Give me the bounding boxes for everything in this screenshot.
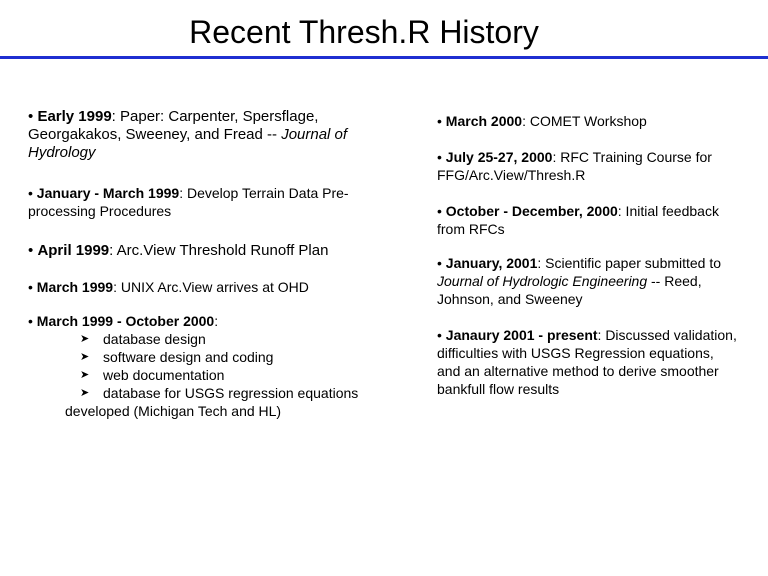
item-date: March 2000 — [445, 113, 523, 129]
item-text: : UNIX Arc.View arrives at OHD — [113, 279, 309, 295]
sub-item — [28, 330, 408, 348]
item-text: : Scientific paper submitted to — [537, 255, 722, 271]
item-text-after: -- Reed, Johnson, and Sweeney — [437, 273, 702, 307]
item-text: : COMET Workshop — [522, 113, 647, 129]
sub-item-continuation: developed (Michigan Tech and HL) — [65, 403, 282, 419]
item-text: : Discussed validation, difficulties with USGS Regression equations, and an alternative method to derive smoother bankfull flow results — [437, 327, 737, 397]
bullet: • — [437, 203, 442, 219]
left-column — [28, 108, 408, 420]
bullet: • — [28, 108, 34, 125]
arrow-bullet-icon: ➤ — [80, 369, 90, 381]
arrow-bullet-icon: ➤ — [80, 351, 90, 363]
bullet: • — [28, 185, 33, 201]
item-date: March 1999 — [36, 279, 114, 295]
journal-name: Journal of Hydrology — [28, 126, 348, 161]
right-column — [437, 112, 737, 416]
slide-title: Recent Thresh.R History — [189, 14, 539, 50]
bullet: • — [437, 113, 442, 129]
sub-item — [28, 384, 408, 402]
item-text: : Arc.View Threshold Runoff Plan — [109, 242, 329, 259]
history-item-jan-2001 — [437, 254, 737, 308]
item-text: : Initial feedback from RFCs — [437, 203, 719, 237]
item-text: : Develop Terrain Data Pre-processing Procedures — [28, 185, 349, 219]
sub-item-text: web documentation — [103, 367, 225, 383]
arrow-bullet-icon: ➤ — [80, 387, 90, 399]
history-item-april-1999 — [28, 242, 408, 260]
history-item-2001-present — [437, 326, 737, 398]
history-item-march-2000 — [437, 112, 737, 130]
item-date: July 25-27, 2000 — [445, 149, 553, 165]
item-date: April 1999 — [37, 242, 110, 259]
item-date: March 1999 - October 2000 — [36, 313, 215, 329]
item-text: : — [214, 313, 219, 329]
history-item-oct-dec-2000 — [437, 202, 737, 238]
title-underline — [0, 56, 768, 59]
item-date: Early 1999 — [37, 108, 112, 125]
bullet: • — [28, 242, 34, 259]
sub-list — [28, 330, 408, 402]
sub-item-text: database for USGS regression equations — [103, 385, 359, 401]
history-item-1999-2000 — [28, 312, 408, 330]
sub-item — [28, 348, 408, 366]
history-item-july-2000 — [437, 148, 737, 184]
bullet: • — [437, 327, 442, 343]
item-date: October - December, 2000 — [445, 203, 618, 219]
history-item-march-1999 — [28, 278, 408, 296]
journal-name: Journal of Hydrologic Engineering — [437, 273, 648, 289]
item-text: : RFC Training Course for FFG/Arc.View/Thresh.R — [437, 149, 712, 183]
bullet: • — [437, 149, 442, 165]
arrow-bullet-icon: ➤ — [80, 333, 90, 345]
item-date: January - March 1999 — [36, 185, 180, 201]
bullet: • — [28, 313, 33, 329]
sub-item-text: database design — [103, 331, 206, 347]
history-item-early-1999 — [28, 108, 408, 162]
bullet: • — [437, 255, 442, 271]
bullet: • — [28, 279, 33, 295]
item-text: : Paper: Carpenter, Spersflage, Georgakakos, Sweeney, and Fread -- — [28, 108, 319, 143]
sub-item-text: software design and coding — [103, 349, 274, 365]
sub-item — [28, 366, 408, 384]
history-item-jan-mar-1999 — [28, 184, 408, 220]
item-date: Janaury 2001 - present — [445, 327, 598, 343]
item-date: January, 2001 — [445, 255, 538, 271]
